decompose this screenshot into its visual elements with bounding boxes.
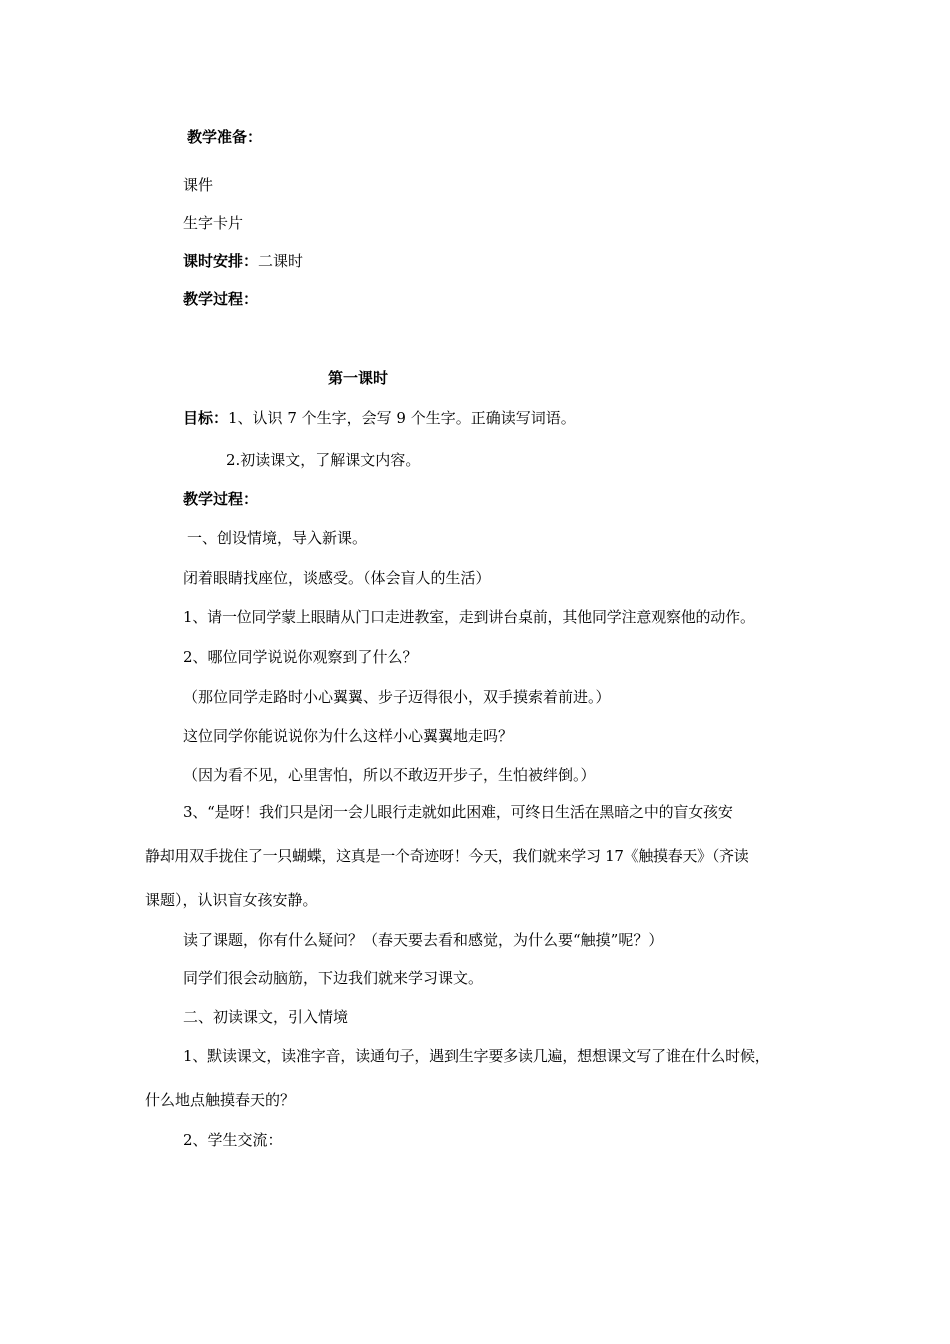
read-step-line-2: 什么地点触摸春天的？ xyxy=(145,1091,296,1109)
step-3-line-2: 静却用双手拢住了一只蝴蝶，这真是一个奇迹呀！今天，我们就来学习 17《触摸春天》（齐读 xyxy=(145,847,749,865)
activity-line: 闭着眼睛找座位，谈感受。（体会盲人的生活） xyxy=(183,569,491,587)
step-3-line-3: 课题），认识盲女孩安静。 xyxy=(145,891,318,909)
schedule-label: 课时安排： xyxy=(183,252,259,270)
section-1-heading: 一、创设情境，导入新课。 xyxy=(187,529,368,547)
prep-heading: 教学准备： xyxy=(187,128,263,146)
question-2: 这位同学你能说说你为什么这样小心翼翼地走吗？ xyxy=(183,727,514,745)
step-2: 2、哪位同学说说你观察到了什么？ xyxy=(183,648,418,666)
step-1: 1、请一位同学蒙上眼睛从门口走进教室，走到讲台桌前，其他同学注意观察他的动作。 xyxy=(183,608,755,626)
schedule-value: 二课时 xyxy=(258,252,304,270)
answer-1: （那位同学走路时小心翼翼、步子迈得很小，双手摸索着前进。） xyxy=(183,688,611,706)
schedule-line xyxy=(183,251,303,271)
prep-item-cards: 生字卡片 xyxy=(183,214,244,232)
answer-2: （因为看不见，心里害怕，所以不敢迈开步子，生怕被绊倒。） xyxy=(183,766,596,784)
read-step-line-1: 1、默读课文，读准字音，读通句子，遇到生字要多读几遍，想想课文写了谁在什么时候， xyxy=(183,1047,770,1065)
transition-line: 同学们很会动脑筋，下边我们就来学习课文。 xyxy=(183,969,484,987)
process-heading: 教学过程： xyxy=(183,290,259,308)
goal-2: 2.初读课文，了解课文内容。 xyxy=(226,451,421,469)
step-3-line-1: 3、“是呀！我们只是闭一会儿眼行走就如此困难，可终日生活在黑暗之中的盲女孩安 xyxy=(183,803,733,821)
goal-line xyxy=(183,408,576,428)
lesson-title: 第一课时 xyxy=(328,369,389,387)
exchange-line: 2、学生交流： xyxy=(183,1131,283,1149)
prep-item-courseware: 课件 xyxy=(183,176,214,194)
section-2-heading: 二、初读课文，引入情境 xyxy=(183,1008,349,1026)
goal-1: 1、认识 7 个生字，会写 9 个生字。正确读写词语。 xyxy=(228,409,576,427)
question-3: 读了课题，你有什么疑问？（春天要去看和感觉，为什么要“触摸”呢？） xyxy=(183,931,664,949)
goal-label: 目标： xyxy=(183,409,229,427)
process-heading-2: 教学过程： xyxy=(183,490,259,508)
